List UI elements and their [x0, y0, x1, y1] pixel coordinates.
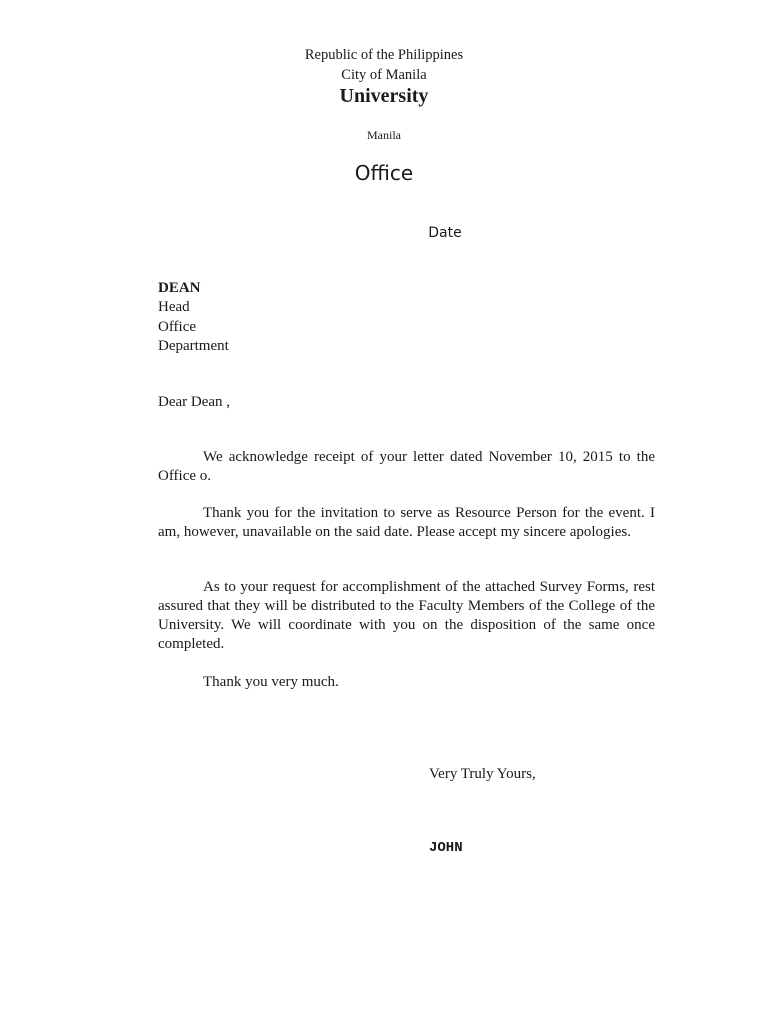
body-paragraph-thanks: Thank you very much. — [203, 674, 339, 690]
recipient-title: Head — [158, 299, 190, 315]
salutation: Dear Dean , — [158, 394, 231, 410]
letterhead-city: City of Manila — [341, 67, 427, 83]
body-paragraph-declination: Thank you for the invitation to serve as Resource Person for the event. I am, however, unavailable on the said date. Please accept my sincere apologies. — [158, 505, 655, 540]
body-paragraph-acknowledgement: We acknowledge receipt of your letter dated November 10, 2015 to the Office o. — [158, 449, 655, 484]
letterhead-university: University — [339, 85, 429, 107]
body-paragraph-survey: As to your request for accomplishment of the attached Survey Forms, rest assured that they will be distributed to the Faculty Members of the College of the University. We will coordinate with you on the disposition of the same once completed. — [158, 579, 655, 652]
closing: Very Truly Yours, — [429, 766, 536, 782]
letterhead-republic: Republic of the Philippines — [304, 47, 464, 63]
signer-name: JOHN — [429, 840, 463, 856]
letterhead-office: Office — [354, 161, 414, 185]
recipient-name: DEAN — [158, 280, 201, 296]
recipient-department: Department — [158, 338, 229, 354]
recipient-office: Office — [158, 319, 197, 335]
letter-date: Date — [428, 225, 462, 241]
letterhead-location: Manila — [367, 128, 401, 142]
